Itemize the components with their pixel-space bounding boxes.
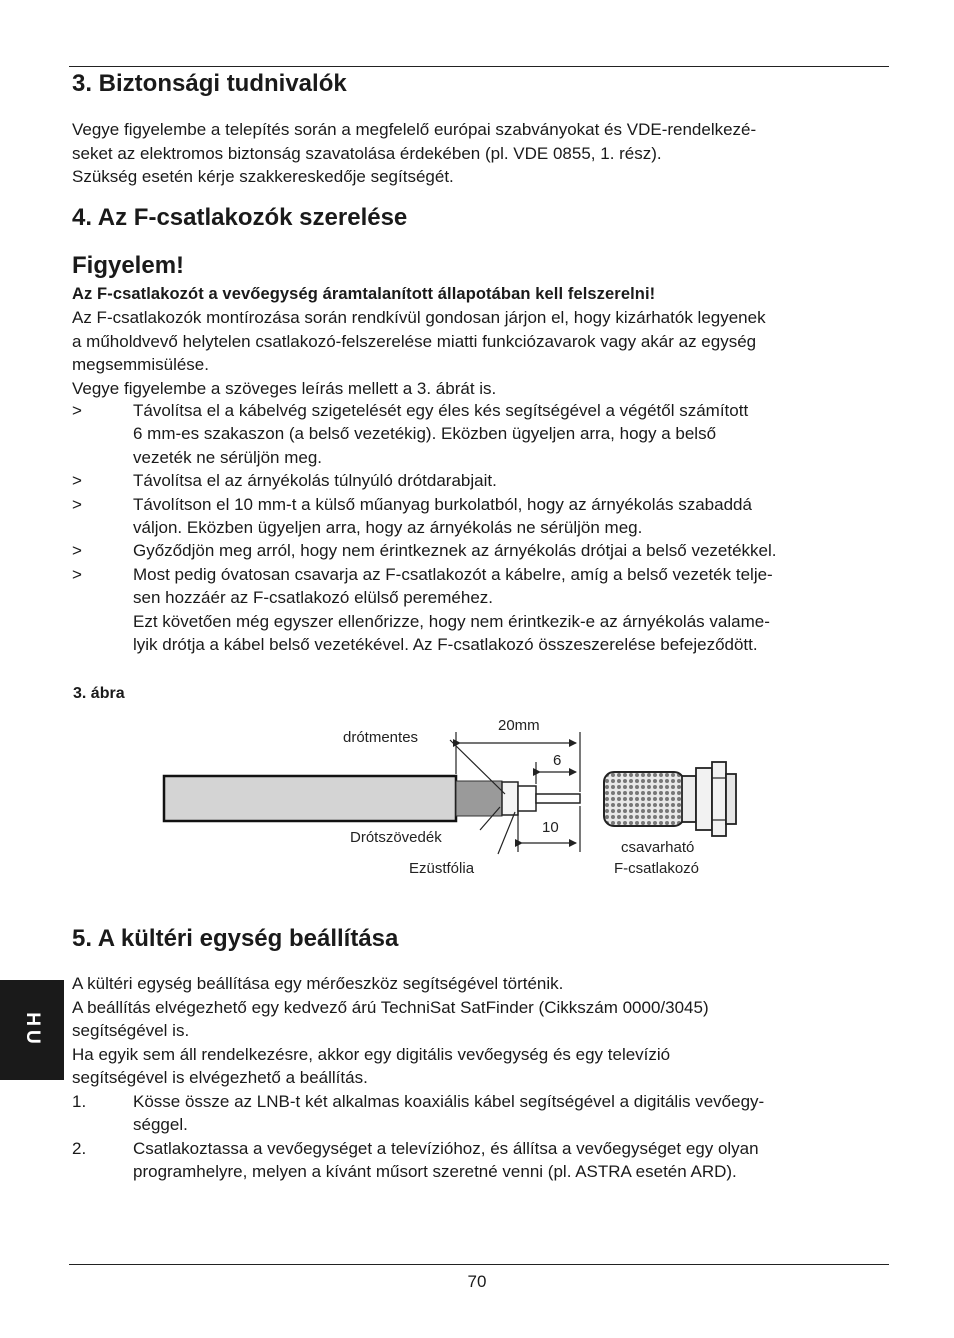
language-code: HU xyxy=(22,1012,43,1048)
label-dimension-10: 10 xyxy=(542,819,559,836)
text-line: Ha egyik sem áll rendelkezésre, akkor egy digitális vevőegység és egy televízió xyxy=(72,1044,671,1064)
list-item xyxy=(72,563,888,657)
f-connector xyxy=(604,762,736,836)
braid-section xyxy=(456,781,502,816)
list-item-line: Most pedig óvatosan csavarja az F-csatlakozót a kábelre, amíg a belső vezeték telje- xyxy=(133,564,773,584)
label-foil: Ezüstfólia xyxy=(409,860,475,877)
list-item-line: Kösse össze az LNB-t két alkalmas koaxiális kábel segítségével a digitális vevőegy- xyxy=(133,1092,765,1111)
list-marker: > xyxy=(72,564,82,584)
section-4-intro xyxy=(72,283,888,400)
dielectric-section xyxy=(518,786,536,811)
list-item xyxy=(72,399,888,469)
list-marker: > xyxy=(72,494,82,514)
page-number: 70 xyxy=(467,1272,487,1291)
text-line: Az F-csatlakozók montírozása során rendkívül gondosan járjon el, hogy kizárhatók legyenek xyxy=(72,308,766,327)
text-line: megsemmisülése. xyxy=(72,355,209,375)
foil-section xyxy=(502,782,518,815)
list-item-line: Távolítsa el az árnyékolás túlnyúló drótdarabjait. xyxy=(133,471,497,491)
text-line: A beállítás elvégezhető egy kedvező árú TechniSat SatFinder (Cikkszám 0000/3045) xyxy=(72,997,709,1017)
inner-conductor xyxy=(536,794,580,803)
list-marker: > xyxy=(72,401,82,420)
list-marker: 2. xyxy=(72,1138,87,1158)
text-line: segítségével is. xyxy=(72,1021,190,1041)
list-item xyxy=(72,1090,888,1137)
text-line: seket az elektromos biztonság szavatolása érdekében (pl. VDE 0855, 1. rész). xyxy=(72,143,662,163)
list-item-line: Győződjön meg arról, hogy nem érintkeznek az árnyékolás drótjai a belső vezetékkel. xyxy=(133,541,777,561)
cable-jacket xyxy=(164,776,456,821)
list-item-line: Ezt követően még egyszer ellenőrizze, hogy nem érintkezik-e az árnyékolás valame- xyxy=(133,611,770,631)
list-item-line: programhelyre, melyen a kívánt műsort szeretné venni (pl. ASTRA esetén ARD). xyxy=(133,1162,737,1182)
text-line: Vegye figyelembe a szöveges leírás mellett a 3. ábrát is. xyxy=(72,378,497,398)
label-dimension-6: 6 xyxy=(553,752,562,769)
list-item-line: Távolítson el 10 mm-t a külső műanyag burkolatból, hogy az árnyékolás szabaddá xyxy=(133,494,752,514)
warning-text: Az F-csatlakozót a vevőegység áramtalanított állapotában kell felszerelni! xyxy=(72,285,656,303)
text-line: segítségével is elvégezhető a beállítás. xyxy=(72,1068,368,1088)
label-dimension-20mm: 20mm xyxy=(498,717,540,734)
list-item xyxy=(72,1137,888,1184)
list-item xyxy=(72,469,888,492)
section-5-heading: 5. A kültéri egység beállítása xyxy=(72,925,399,952)
cable-diagram xyxy=(160,712,760,882)
list-item-line: sen hozzáér az F-csatlakozó elülső pereméhez. xyxy=(133,588,494,608)
label-braid: Drótszövedék xyxy=(350,829,442,846)
text-line: Szükség esetén kérje szakkereskedője segítségét. xyxy=(72,167,454,187)
text-line: a műholdvevő helytelen csatlakozó-felszerelése miatti funkciózavarok vagy akár az egység xyxy=(72,331,757,351)
setup-steps xyxy=(72,1090,888,1184)
assembly-steps xyxy=(72,399,888,656)
list-item-line: vezeték ne sérüljön meg. xyxy=(133,447,322,467)
header-rule xyxy=(69,66,889,67)
language-tab xyxy=(0,980,64,1080)
section-4-heading: 4. Az F-csatlakozók szerelése xyxy=(72,204,408,231)
footer-rule xyxy=(69,1264,889,1265)
label-connector-line1: csavarható xyxy=(621,839,695,856)
list-item xyxy=(72,539,888,562)
list-item-line: Csatlakoztassa a vevőegységet a televízióhoz, és állítsa a vevőegységet egy olyan xyxy=(133,1138,759,1158)
label-wire-free: drótmentes xyxy=(343,729,419,746)
section-3-text xyxy=(72,118,888,189)
list-item-line: váljon. Eközben ügyeljen arra, hogy az árnyékolás ne sérüljön meg. xyxy=(133,518,643,538)
figure-caption: 3. ábra xyxy=(73,685,125,702)
list-item-line: Távolítsa el a kábelvég szigetelését egy éles kés segítségével a végétől számított xyxy=(133,401,749,420)
list-item-line: lyik drótja a kábel belső vezetékével. Az F-csatlakozó összeszerelése befejeződött. xyxy=(133,635,758,655)
list-item-line: séggel. xyxy=(133,1115,188,1135)
text-line: Vegye figyelembe a telepítés során a megfelelő európai szabványokat és VDE-rendelkezé- xyxy=(72,120,757,139)
list-item xyxy=(72,493,888,540)
section-5-text xyxy=(72,972,888,1090)
list-marker: > xyxy=(72,541,82,561)
text-line: A kültéri egység beállítása egy mérőeszköz segítségével történik. xyxy=(72,974,564,993)
attention-heading: Figyelem! xyxy=(72,252,185,279)
label-connector-line2: F-csatlakozó xyxy=(614,860,700,877)
list-marker: > xyxy=(72,471,82,491)
list-marker: 1. xyxy=(72,1092,87,1111)
section-3-heading: 3. Biztonsági tudnivalók xyxy=(72,70,347,97)
list-item-line: 6 mm-es szakaszon (a belső vezetékig). Eközben ügyeljen arra, hogy a belső xyxy=(133,424,717,444)
